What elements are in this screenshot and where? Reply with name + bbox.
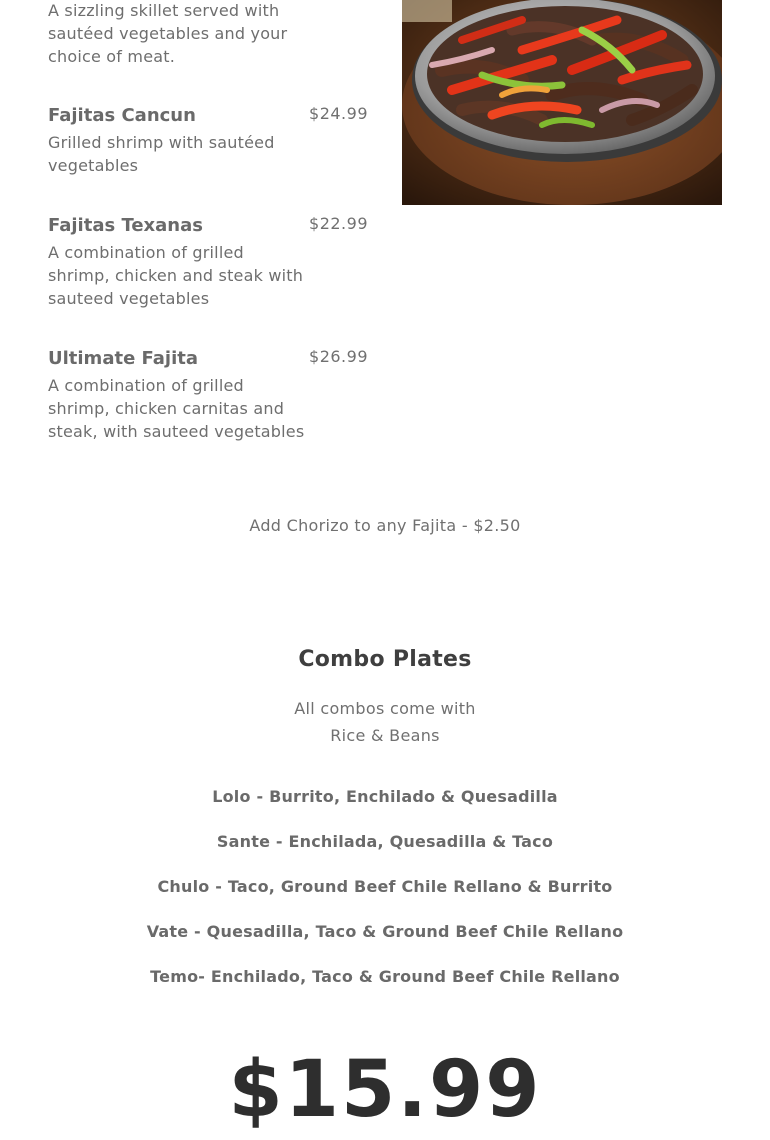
combo-price: $15.99 [228,1045,542,1135]
menu-item-description: A combination of grilled shrimp, chicken and steak with sauteed vegetables [48,243,304,308]
combo-plate-lolo: Lolo - Burrito, Enchilado & Quesadilla [212,787,558,806]
menu-item-price: $26.99 [309,347,368,366]
combo-plate-temo: Temo- Enchilado, Taco & Ground Beef Chile Rellano [150,967,620,986]
menu-item-name: Fajitas Cancun [48,105,196,126]
menu-item-name: Ultimate Fajita [48,348,199,369]
menu-item-price: $24.99 [309,104,368,123]
chorizo-addon-note: Add Chorizo to any Fajita - $2.50 [249,516,521,535]
menu-item-name: Fajitas Texanas [48,215,203,236]
combo-plates-title: Combo Plates [298,647,472,672]
combo-plate-sante: Sante - Enchilada, Quesadilla & Taco [216,832,554,851]
menu-item-description: Grilled shrimp with sautéed vegetables [48,133,275,175]
menu-item-price: $22.99 [309,214,368,233]
menu-item-description: A combination of grilled shrimp, chicken carnitas and steak, with sauteed vegetables [48,376,305,441]
combo-plate-vate: Vate - Quesadilla, Taco & Ground Beef Chile Rellano [146,922,624,941]
combo-plate-chulo: Chulo - Taco, Ground Beef Chile Rellano & Burrito [157,877,613,896]
combo-subtitle-line1: All combos come with [294,699,476,718]
combo-subtitle-line2: Rice & Beans [330,726,440,745]
fajitas-intro-description: A sizzling skillet served with sautéed vegetables and your choice of meat. [48,1,288,66]
fajita-skillet-photo [402,0,722,205]
